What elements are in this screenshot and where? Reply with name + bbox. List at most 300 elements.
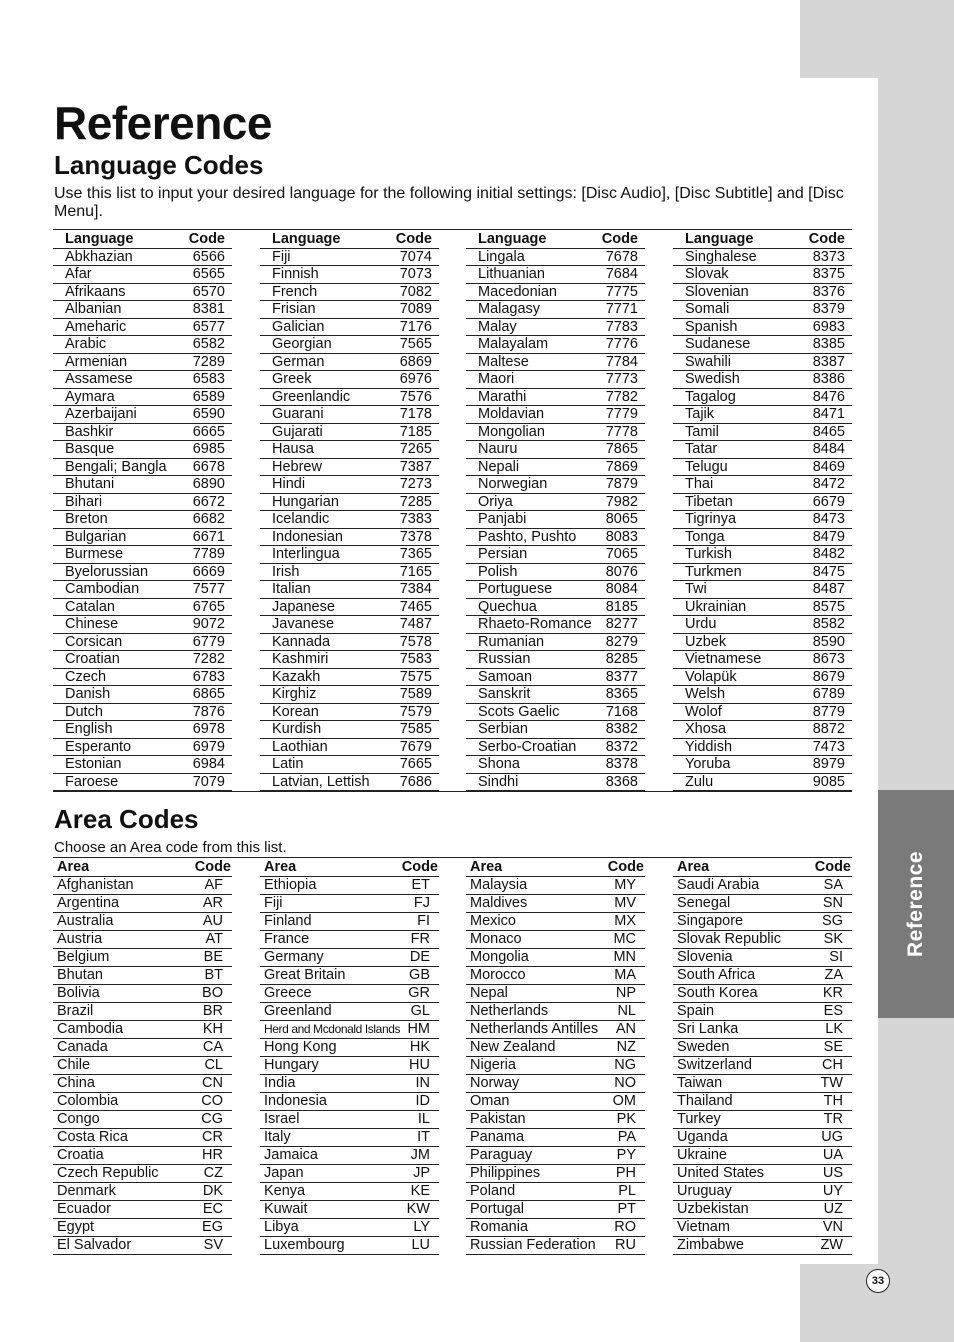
lang-name: Galician xyxy=(272,318,325,335)
area-name: Finland xyxy=(264,913,312,929)
table-row xyxy=(53,1093,232,1111)
lang-name: Turkish xyxy=(685,546,732,562)
table-row xyxy=(673,424,852,442)
area-code: MX xyxy=(614,913,636,929)
table-row xyxy=(260,616,439,634)
table-row xyxy=(53,319,232,337)
table-row xyxy=(53,739,232,757)
area-name: Netherlands Antilles xyxy=(470,1021,599,1037)
area-name: Slovak Republic xyxy=(677,931,781,947)
table-row xyxy=(466,494,645,512)
lang-name: Shona xyxy=(478,756,520,772)
table-row xyxy=(673,511,852,529)
lang-name: Korean xyxy=(272,703,319,720)
area-name: Herd and Mcdonald Islands xyxy=(264,1022,401,1036)
table-row xyxy=(673,651,852,669)
area-code: CH xyxy=(822,1057,843,1073)
table-row xyxy=(466,354,645,372)
lang-code: 7082 xyxy=(399,283,432,300)
lang-name: Cambodian xyxy=(65,581,140,597)
lang-code: 9085 xyxy=(812,773,845,790)
area-code: ES xyxy=(823,1003,843,1019)
area-header-row xyxy=(466,859,645,877)
area-name: Senegal xyxy=(677,895,731,911)
table-row xyxy=(53,651,232,669)
table-row xyxy=(53,1201,232,1219)
table-row xyxy=(673,721,852,739)
lang-code: 8277 xyxy=(605,616,638,632)
lang-code: 8382 xyxy=(605,721,638,737)
area-code: NP xyxy=(615,985,636,1001)
area-code: DK xyxy=(202,1183,223,1199)
table-row xyxy=(673,704,852,722)
area-name: Australia xyxy=(57,913,114,929)
language-codes-intro: Use this list to input your desired language for the following initial settings: [Disc Audio], [Disc Subtitle] and [Disc Menu]. xyxy=(54,185,844,220)
table-row xyxy=(53,389,232,407)
lang-code: 7065 xyxy=(605,546,638,562)
area-name: Morocco xyxy=(470,967,526,983)
area-name: Portugal xyxy=(470,1201,525,1217)
lang-code: 6984 xyxy=(192,756,225,772)
table-row xyxy=(466,1111,645,1129)
area-code: TR xyxy=(823,1111,843,1127)
area-name: Cambodia xyxy=(57,1021,124,1037)
table-row xyxy=(673,1111,852,1129)
table-row xyxy=(260,1201,439,1219)
table-row xyxy=(260,949,439,967)
lang-header-row xyxy=(673,231,852,249)
area-name: Turkey xyxy=(677,1111,721,1127)
table-row xyxy=(53,529,232,547)
area-column-3 xyxy=(466,859,645,1255)
area-code: KR xyxy=(822,985,843,1001)
area-name: Singapore xyxy=(677,913,744,929)
area-codes-heading: Area Codes xyxy=(54,804,199,834)
table-row xyxy=(673,756,852,774)
lang-code: 7282 xyxy=(192,651,225,667)
lang-code: 7678 xyxy=(605,248,638,265)
area-code: AF xyxy=(204,877,223,893)
table-row xyxy=(673,931,852,949)
lang-column-1 xyxy=(53,231,232,791)
table-row xyxy=(466,1147,645,1165)
table-row xyxy=(466,424,645,442)
table-row xyxy=(673,634,852,652)
table-row xyxy=(673,406,852,424)
lang-name: Tatar xyxy=(685,441,718,457)
table-row xyxy=(260,877,439,895)
table-row xyxy=(260,249,439,267)
table-row xyxy=(466,1075,645,1093)
table-row xyxy=(53,1183,232,1201)
area-code: RU xyxy=(615,1237,636,1253)
area-code: JP xyxy=(413,1165,430,1181)
area-header-row xyxy=(260,859,439,877)
area-code: BE xyxy=(203,949,223,965)
table-row xyxy=(53,931,232,949)
table-row xyxy=(53,913,232,931)
table-row xyxy=(53,511,232,529)
area-code: NL xyxy=(617,1003,636,1019)
area-name: Zimbabwe xyxy=(677,1237,744,1253)
lang-name: Slovenian xyxy=(685,283,749,300)
area-code: CR xyxy=(202,1129,223,1145)
area-name: Sri Lanka xyxy=(677,1021,739,1037)
area-code: CL xyxy=(204,1057,223,1073)
area-code: LY xyxy=(413,1219,430,1235)
table-row xyxy=(673,1129,852,1147)
lang-code: 6570 xyxy=(192,283,225,300)
table-row xyxy=(53,336,232,354)
area-header-row xyxy=(53,859,232,877)
table-row xyxy=(466,599,645,617)
table-row xyxy=(466,634,645,652)
section-tab[interactable] xyxy=(878,790,954,1018)
table-row xyxy=(673,266,852,284)
area-code: UG xyxy=(821,1129,843,1145)
lang-code: 8373 xyxy=(812,248,845,265)
language-codes-heading: Language Codes xyxy=(54,150,264,180)
table-row xyxy=(466,564,645,582)
area-code: AR xyxy=(202,895,223,911)
table-row xyxy=(260,284,439,302)
area-name: Mongolia xyxy=(470,949,529,965)
table-row xyxy=(466,336,645,354)
lang-name: Sanskrit xyxy=(478,686,531,702)
lang-code: 7575 xyxy=(399,668,432,685)
lang-code: 8285 xyxy=(605,651,638,667)
table-row xyxy=(53,1057,232,1075)
area-name: South Africa xyxy=(677,967,756,983)
table-row xyxy=(260,599,439,617)
area-name: Malaysia xyxy=(470,877,528,893)
area-code: ET xyxy=(411,877,430,893)
lang-name: Somali xyxy=(685,301,730,317)
area-name: Fiji xyxy=(264,895,283,911)
language-table-bottom-rule xyxy=(53,791,852,792)
table-row xyxy=(466,1093,645,1111)
lang-name: Norwegian xyxy=(478,476,548,492)
area-code: HK xyxy=(409,1039,430,1055)
area-code: CO xyxy=(201,1093,223,1109)
lang-name: Bulgarian xyxy=(65,528,127,545)
lang-code: 7168 xyxy=(605,703,638,720)
area-name: Argentina xyxy=(57,895,120,911)
table-row xyxy=(260,511,439,529)
area-name: Colombia xyxy=(57,1093,119,1109)
area-code: AN xyxy=(615,1021,636,1037)
lang-name: Vietnamese xyxy=(685,651,762,667)
table-row xyxy=(673,354,852,372)
lang-header-row xyxy=(260,231,439,249)
table-row xyxy=(466,1165,645,1183)
table-row xyxy=(466,913,645,931)
lang-name: Laothian xyxy=(272,738,328,755)
area-code: MA xyxy=(614,967,636,983)
area-code: IN xyxy=(415,1075,430,1091)
table-row xyxy=(53,1021,232,1039)
lang-name: Assamese xyxy=(65,371,133,387)
table-row xyxy=(53,476,232,494)
lang-name: Irish xyxy=(272,563,300,580)
column-header-code: Code xyxy=(601,231,638,247)
lang-name: Afar xyxy=(65,266,92,282)
area-code: MY xyxy=(614,877,636,893)
area-name: Jamaica xyxy=(264,1147,318,1163)
lang-name: Arabic xyxy=(65,336,107,352)
area-code: BR xyxy=(202,1003,223,1019)
area-name: Ethiopia xyxy=(264,877,317,893)
lang-name: Oriya xyxy=(478,493,513,510)
area-code: TH xyxy=(823,1093,843,1109)
lang-code: 8487 xyxy=(812,581,845,597)
lang-code: 8575 xyxy=(812,598,845,615)
lang-code: 7578 xyxy=(399,633,432,650)
area-code: SA xyxy=(823,877,843,893)
lang-name: Ameharic xyxy=(65,318,127,335)
table-row xyxy=(466,877,645,895)
area-name: Croatia xyxy=(57,1147,104,1163)
lang-name: Rhaeto-Romance xyxy=(478,616,592,632)
area-code: AT xyxy=(205,931,223,947)
lang-name: Urdu xyxy=(685,616,717,632)
table-row xyxy=(673,1165,852,1183)
table-row xyxy=(673,564,852,582)
lang-code: 7383 xyxy=(399,511,432,527)
table-row xyxy=(260,931,439,949)
area-code: SG xyxy=(822,913,843,929)
table-row xyxy=(260,1147,439,1165)
lang-code: 7465 xyxy=(399,598,432,615)
table-row xyxy=(260,494,439,512)
lang-code: 8469 xyxy=(812,458,845,475)
lang-name: Bihari xyxy=(65,493,103,510)
lang-name: Sudanese xyxy=(685,336,751,352)
lang-name: Finnish xyxy=(272,266,319,282)
table-row xyxy=(53,877,232,895)
lang-name: Latin xyxy=(272,756,304,772)
lang-name: Maltese xyxy=(478,353,529,370)
table-row xyxy=(673,581,852,599)
lang-name: Serbo-Croatian xyxy=(478,738,577,755)
area-name: China xyxy=(57,1075,95,1091)
lang-name: Aymara xyxy=(65,388,115,405)
area-name: Great Britain xyxy=(264,967,346,983)
table-row xyxy=(260,739,439,757)
table-row xyxy=(673,249,852,267)
table-row xyxy=(260,1237,439,1255)
table-row xyxy=(260,1093,439,1111)
area-name: El Salvador xyxy=(57,1237,132,1253)
table-row xyxy=(466,511,645,529)
area-name: South Korea xyxy=(677,985,758,1001)
area-name: India xyxy=(264,1075,296,1091)
table-row xyxy=(260,634,439,652)
table-row xyxy=(260,756,439,774)
table-row xyxy=(53,494,232,512)
table-row xyxy=(260,669,439,687)
lang-name: Lingala xyxy=(478,248,525,265)
table-row xyxy=(53,284,232,302)
area-name: Uganda xyxy=(677,1129,728,1145)
table-row xyxy=(260,1129,439,1147)
lang-code: 7784 xyxy=(605,353,638,370)
area-code: ZA xyxy=(824,967,843,983)
section-tab-label: Reference xyxy=(904,850,927,958)
lang-name: Guarani xyxy=(272,406,324,422)
area-code: KE xyxy=(410,1183,430,1199)
lang-code: 7686 xyxy=(399,773,432,790)
lang-code: 7378 xyxy=(399,528,432,545)
lang-name: Greek xyxy=(272,371,312,387)
area-name: Mexico xyxy=(470,913,516,929)
area-code: SI xyxy=(829,949,843,965)
column-header-code: Code xyxy=(401,859,438,875)
area-name: Spain xyxy=(677,1003,715,1019)
table-row xyxy=(466,616,645,634)
lang-code: 6789 xyxy=(812,686,845,702)
column-header-name: Language xyxy=(65,231,134,247)
table-row xyxy=(673,1057,852,1075)
lang-code: 6979 xyxy=(192,738,225,755)
lang-code: 8482 xyxy=(812,546,845,562)
table-row xyxy=(260,564,439,582)
area-name: Poland xyxy=(470,1183,516,1199)
area-code: PH xyxy=(615,1165,636,1181)
area-name: Romania xyxy=(470,1219,529,1235)
table-row xyxy=(466,1057,645,1075)
area-code: HU xyxy=(409,1057,430,1073)
lang-name: Croatian xyxy=(65,651,120,667)
lang-name: Uzbek xyxy=(685,633,727,650)
area-name: Bolivia xyxy=(57,985,100,1001)
lang-name: Icelandic xyxy=(272,511,330,527)
table-row xyxy=(466,704,645,722)
table-row xyxy=(466,756,645,774)
lang-name: Interlingua xyxy=(272,546,340,562)
lang-name: Breton xyxy=(65,511,108,527)
table-row xyxy=(466,266,645,284)
page-title: Reference xyxy=(54,97,272,149)
lang-name: Persian xyxy=(478,546,528,562)
lang-code: 7473 xyxy=(812,738,845,755)
table-row xyxy=(673,967,852,985)
lang-code: 6765 xyxy=(192,598,225,615)
lang-name: Kannada xyxy=(272,633,331,650)
lang-code: 8475 xyxy=(812,563,845,580)
table-row xyxy=(260,459,439,477)
lang-code: 6577 xyxy=(192,318,225,335)
lang-code: 8473 xyxy=(812,511,845,527)
table-row xyxy=(673,371,852,389)
lang-name: Esperanto xyxy=(65,738,132,755)
table-row xyxy=(260,581,439,599)
table-row xyxy=(466,319,645,337)
lang-name: Xhosa xyxy=(685,721,727,737)
table-row xyxy=(673,1021,852,1039)
table-row xyxy=(673,877,852,895)
lang-code: 6671 xyxy=(192,528,225,545)
lang-code: 7074 xyxy=(399,248,432,265)
area-name: Denmark xyxy=(57,1183,116,1199)
area-code: MC xyxy=(613,931,636,947)
area-code: KH xyxy=(202,1021,223,1037)
table-row xyxy=(673,1237,852,1255)
lang-name: Estonian xyxy=(65,756,122,772)
lang-name: Turkmen xyxy=(685,563,742,580)
table-row xyxy=(260,1075,439,1093)
table-row xyxy=(53,266,232,284)
lang-name: English xyxy=(65,721,113,737)
table-row xyxy=(466,774,645,792)
table-row xyxy=(53,1003,232,1021)
lang-code: 9072 xyxy=(192,616,225,632)
area-name: Luxembourg xyxy=(264,1237,345,1253)
table-row xyxy=(53,1129,232,1147)
area-column-4 xyxy=(673,859,852,1255)
lang-code: 7773 xyxy=(605,371,638,387)
lang-code: 6985 xyxy=(192,441,225,457)
lang-name: Volapük xyxy=(685,668,737,685)
area-name: Congo xyxy=(57,1111,100,1127)
area-name: United States xyxy=(677,1165,765,1181)
table-row xyxy=(673,1219,852,1237)
area-name: Indonesia xyxy=(264,1093,327,1109)
lang-code: 7178 xyxy=(399,406,432,422)
table-row xyxy=(53,1111,232,1129)
table-row xyxy=(260,1219,439,1237)
area-code: HM xyxy=(407,1021,430,1037)
lang-name: Twi xyxy=(685,581,707,597)
area-code: KW xyxy=(406,1201,430,1217)
table-row xyxy=(53,546,232,564)
table-row xyxy=(673,319,852,337)
area-name: Slovenia xyxy=(677,949,733,965)
table-row xyxy=(466,371,645,389)
lang-name: Bhutani xyxy=(65,476,115,492)
lang-code: 7779 xyxy=(605,406,638,422)
lang-name: Hebrew xyxy=(272,458,322,475)
area-code: MV xyxy=(614,895,636,911)
area-name: Nepal xyxy=(470,985,508,1001)
area-name: Austria xyxy=(57,931,103,947)
area-code: SN xyxy=(822,895,843,911)
lang-code: 6983 xyxy=(812,318,845,335)
table-row xyxy=(53,634,232,652)
lang-name: Catalan xyxy=(65,598,115,615)
area-code: LK xyxy=(825,1021,843,1037)
lang-name: Tamil xyxy=(685,423,719,440)
table-row xyxy=(260,301,439,319)
lang-name: Burmese xyxy=(65,546,124,562)
lang-name: Welsh xyxy=(685,686,726,702)
table-row xyxy=(260,1183,439,1201)
table-row xyxy=(673,1075,852,1093)
lang-name: Malagasy xyxy=(478,301,541,317)
area-name: Netherlands xyxy=(470,1003,549,1019)
lang-code: 8472 xyxy=(812,476,845,492)
area-name: Ecuador xyxy=(57,1201,112,1217)
area-code: VN xyxy=(822,1219,843,1235)
table-row xyxy=(53,564,232,582)
area-name: Kuwait xyxy=(264,1201,308,1217)
lang-code: 7589 xyxy=(399,686,432,702)
lang-code: 7576 xyxy=(399,388,432,405)
lang-code: 8375 xyxy=(812,266,845,282)
table-row xyxy=(260,476,439,494)
table-row xyxy=(260,546,439,564)
area-code: CA xyxy=(202,1039,223,1055)
